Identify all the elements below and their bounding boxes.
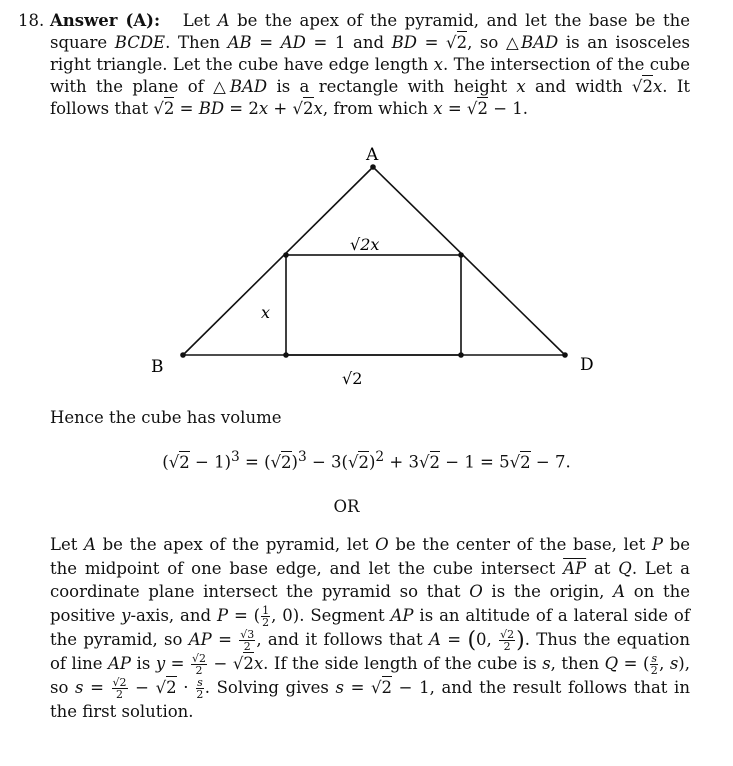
label-top-edge: √2x	[350, 235, 380, 254]
left-side-line	[183, 167, 373, 355]
vertex-B-dot	[180, 352, 186, 358]
vertex-D-dot	[562, 352, 568, 358]
rect-bottom-left-dot	[283, 352, 289, 358]
rect-top-right-dot	[458, 252, 464, 258]
solution-paragraph-1: Answer (A): Let A be the apex of the pyramid, and let the base be the square BCDE. Then AB = AD = 1 and BD = √2, so △BAD is an isosceles right triangle. Let the cube have edge length x. The intersection of the cube with the plane of △BAD is a rectangle with height x and width √2x. It follows that √2 = BD = 2x + √2x, from which x = √2 − 1.	[50, 11, 691, 118]
vertex-A-dot	[370, 164, 376, 170]
volume-equation: $(√2 - 1)^3 = (√2)^3 - 3(√2)^2 + 3√2 - 1 = 5√2 - 7$.	[162, 449, 571, 472]
cube-rectangle	[286, 255, 461, 355]
label-D: D	[580, 355, 594, 375]
label-A: A	[366, 145, 379, 165]
rect-top-left-dot	[283, 252, 289, 258]
problem-number: 18.	[18, 11, 45, 30]
label-base: √2	[342, 369, 363, 388]
label-side-edge: x	[261, 303, 271, 322]
hence-line: Hence the cube has volume	[50, 408, 282, 427]
or-separator: OR	[333, 497, 360, 516]
solution-paragraph-2: Let A be the apex of the pyramid, let O be the center of the base, let P be the midpoint of one base edge, and let the cube intersect $\overline{AP}$ at Q. Let a coordinate plane intersect the pyramid so that O is the origin, A on the positive y-axis, and P = ( $\frac{1}{2}$ , 0). Segment AP is an altitude of a lateral side of the pyramid, so AP = $\frac{√3}{2}$ , and it follows that A = (0, $\frac{√2}{2}$ ). Thus the equation of line AP is y = $\frac{√2}{2}$ − √2x. If the side length of the cube is s, then Q = ( $\frac{s}{2}$ , s), so s = $\frac{√2}{2}$ − √2 · $\frac{s}{2}$ . Solving gives s = √2 − 1, and the result follows that in the first solution.	[50, 535, 691, 721]
answer-label: Answer (A):	[50, 11, 161, 30]
rect-bottom-right-dot	[458, 352, 464, 358]
label-B: B	[151, 357, 164, 377]
right-side-line	[373, 167, 565, 355]
